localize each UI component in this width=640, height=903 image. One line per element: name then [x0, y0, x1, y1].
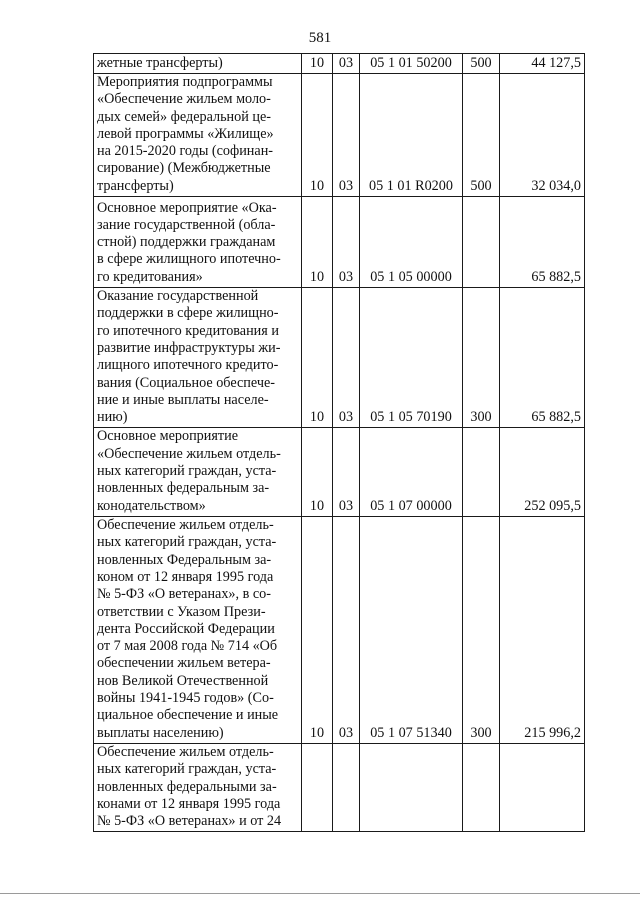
row-name: жетные трансферты) [97, 54, 223, 71]
section-code: 10 [302, 54, 333, 74]
section-code: 10 [302, 288, 333, 428]
subsection-code: 03 [333, 54, 360, 74]
amount: 215 996,2 [500, 516, 585, 743]
table-row [94, 428, 585, 516]
amount [500, 743, 585, 831]
row-name-cell [94, 428, 302, 516]
target-article-code: 05 1 07 00000 [360, 428, 463, 516]
row-name: Мероприятия подпрограммы «Обеспечение жильем моло- дых семей» федеральной це- левой программы «Жилище» на 2015-2020 годы (софинан- сирование) (Межбюджетные трансферты) [97, 74, 274, 194]
subsection-code: 03 [333, 288, 360, 428]
target-article-code: 05 1 05 00000 [360, 197, 463, 288]
target-article-code: 05 1 05 70190 [360, 288, 463, 428]
amount: 65 882,5 [500, 288, 585, 428]
section-code: 10 [302, 197, 333, 288]
row-name-cell [94, 74, 302, 197]
target-article-code: 05 1 07 51340 [360, 516, 463, 743]
table-row [94, 288, 585, 428]
target-article-code: 05 1 01 50200 [360, 54, 463, 74]
amount: 252 095,5 [500, 428, 585, 516]
row-name: Оказание государственной поддержки в сфере жилищно- го ипотечного кредитования и развитие инфраструктуры жи- лищного ипотечного кредито- вания (Социальное обеспече- ние и иные выплаты населе- нию) [97, 288, 281, 426]
table-row [94, 74, 585, 197]
expense-type-code: 300 [463, 288, 500, 428]
row-name: Основное мероприятие «Обеспечение жильем отдель- ных категорий граждан, уста- новленных федеральным за- конодательством» [97, 428, 281, 514]
section-code: 10 [302, 74, 333, 197]
row-name: Обеспечение жильем отдель- ных категорий граждан, уста- новленных Федеральным за- коном от 12 января 1995 года № 5-ФЗ «О ветеранах», в со- ответствии с Указом Прези- дента Российской Федерации от 7 мая 2008 года № 714 «Об обеспечении жильем ветера- нов Великой Отечественной войны 1941-1945 годов» (Со- циальное обеспечение и иные выплаты населению) [97, 517, 279, 741]
subsection-code: 03 [333, 197, 360, 288]
section-code: 10 [302, 516, 333, 743]
table-row [94, 743, 585, 831]
expense-type-code [463, 428, 500, 516]
subsection-code: 03 [333, 516, 360, 743]
table-row [94, 54, 585, 74]
amount: 32 034,0 [500, 74, 585, 197]
row-name: Основное мероприятие «Ока- зание государственной (обла- стной) поддержки гражданам в сфере жилищного ипотечно- го кредитования» [97, 199, 281, 285]
row-name-cell [94, 197, 302, 288]
scan-edge-line [0, 893, 640, 894]
expense-type-code [463, 197, 500, 288]
page-number: 581 [308, 30, 332, 46]
subsection-code: 03 [333, 74, 360, 197]
expense-type-code [463, 743, 500, 831]
row-name-cell [94, 288, 302, 428]
expense-type-code: 500 [463, 74, 500, 197]
target-article-code: 05 1 01 R0200 [360, 74, 463, 197]
row-name-cell [94, 743, 302, 831]
row-name-cell [94, 516, 302, 743]
budget-table [93, 53, 585, 832]
amount: 44 127,5 [500, 54, 585, 74]
expense-type-code: 500 [463, 54, 500, 74]
row-name: Обеспечение жильем отдель- ных категорий граждан, уста- новленных федеральными за- конами от 12 января 1995 года № 5-ФЗ «О ветеранах» и от 24 [97, 743, 282, 830]
subsection-code [333, 743, 360, 831]
target-article-code [360, 743, 463, 831]
table-row [94, 516, 585, 743]
section-code [302, 743, 333, 831]
amount: 65 882,5 [500, 197, 585, 288]
section-code: 10 [302, 428, 333, 516]
expense-type-code: 300 [463, 516, 500, 743]
table-row [94, 197, 585, 288]
subsection-code: 03 [333, 428, 360, 516]
row-name-cell [94, 54, 302, 74]
